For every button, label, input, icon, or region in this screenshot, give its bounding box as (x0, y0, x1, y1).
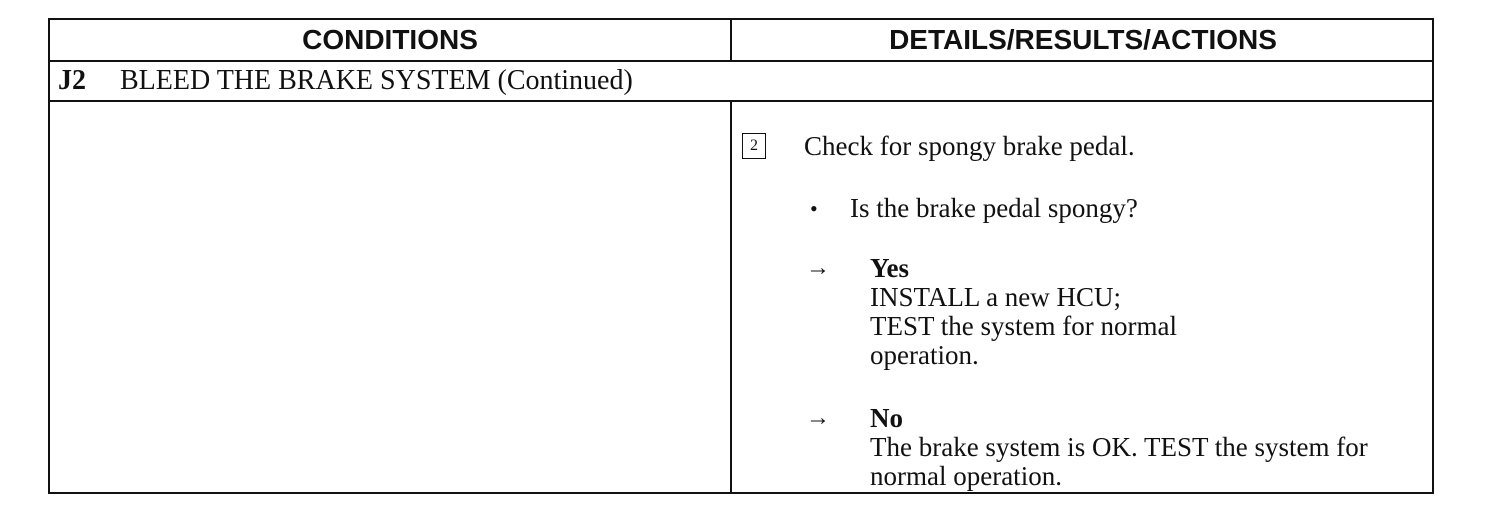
diagnostic-table (48, 18, 1434, 494)
yes-action-line: operation. (870, 340, 979, 370)
yes-action-line: TEST the system for normal (870, 311, 1177, 341)
yes-label: Yes (870, 253, 909, 283)
conditions-header: CONDITIONS (50, 20, 732, 60)
conditions-cell (50, 102, 732, 494)
yes-result (870, 254, 1177, 370)
no-action-line: normal operation. (870, 461, 1062, 491)
step-title-row (50, 62, 1432, 102)
yes-action-line: INSTALL a new HCU; (870, 282, 1122, 312)
step-id: J2 (58, 65, 86, 96)
table-header (50, 20, 1432, 62)
question-text: Is the brake pedal spongy? (850, 193, 1138, 223)
step-title: BLEED THE BRAKE SYSTEM (Continued) (120, 65, 633, 96)
step-number-box: 2 (742, 133, 766, 159)
yes-arrow-icon: → (806, 255, 830, 281)
no-result (870, 404, 1368, 491)
no-label: No (870, 403, 903, 433)
check-instruction: Check for spongy brake pedal. (804, 131, 1135, 161)
details-cell (732, 102, 1434, 494)
no-arrow-icon: → (806, 405, 830, 431)
bullet-icon: • (810, 196, 818, 221)
details-header: DETAILS/RESULTS/ACTIONS (889, 24, 1277, 55)
no-action-line: The brake system is OK. TEST the system for (870, 432, 1368, 462)
